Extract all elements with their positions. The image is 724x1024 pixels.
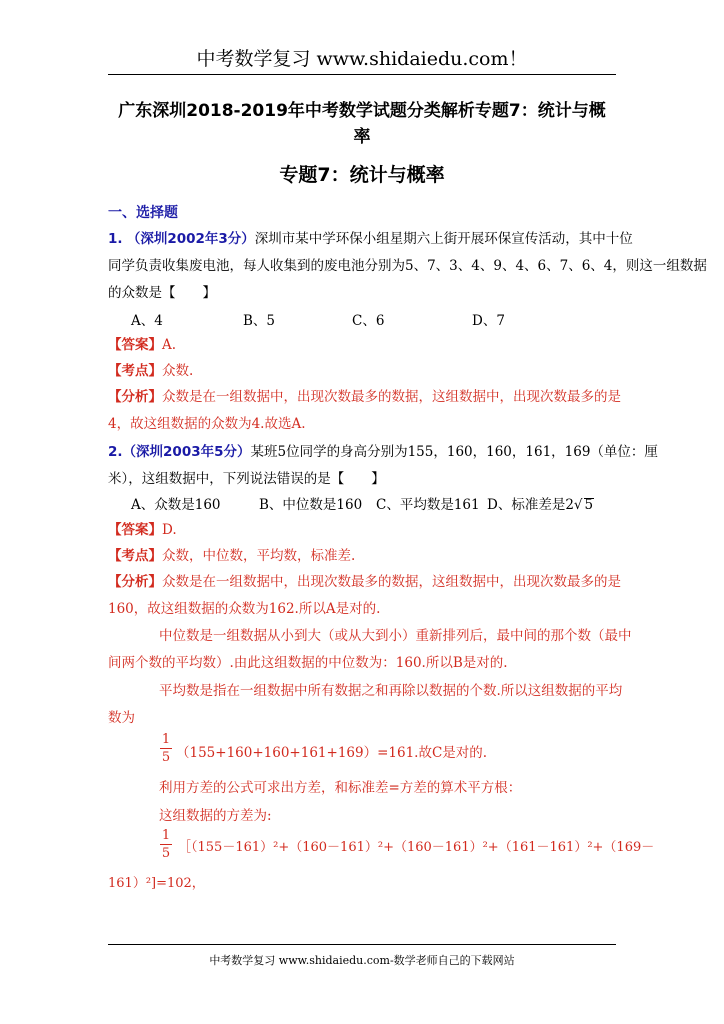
- q2-option-b: B、中位数是160: [259, 497, 363, 513]
- q2-answer: [108, 518, 177, 538]
- q1-number: 1.: [108, 231, 123, 247]
- document-title-continued: 率: [353, 127, 371, 147]
- q2-text2: 米），这组数据中，下列说法错误的是【 】: [108, 471, 385, 487]
- q1-analysis-text1: 众数是在一组数据中，出现次数最多的数据，这组数据中，出现次数最多的是: [162, 389, 621, 405]
- q1-analysis1: [108, 385, 621, 405]
- q1-option-b: B、5: [243, 313, 276, 329]
- q2-analysis-label: 【分析】: [108, 574, 162, 590]
- q1-option-c: C、6: [352, 313, 385, 329]
- q2-number: 2.: [108, 444, 123, 460]
- q2-option-d: [487, 493, 594, 513]
- q2-median2: 间两个数的平均数）.由此这组数据的中位数为：160.所以B是对的.: [108, 655, 508, 671]
- q1-option-d: D、7: [472, 313, 505, 329]
- q1-answer-label: 【答案】: [108, 337, 162, 353]
- sqrt-symbol-icon: √: [573, 497, 583, 513]
- variance-fraction-numerator: 1: [161, 828, 171, 843]
- site-header: 中考数学复习 www.shidaiedu.com！: [196, 48, 528, 70]
- q1-text2: 同学负责收集废电池，每人收集到的废电池分别为5、7、3、4、9、4、6、7、6、4，则这一组数据: [108, 258, 707, 274]
- q2-analysis2: 160，故这组数据的众数为162.所以A是对的.: [108, 601, 381, 617]
- q2-analysis1: [108, 570, 621, 590]
- q2-option-c: C、平均数是161: [376, 497, 480, 513]
- q2-answer-value: D.: [162, 522, 177, 538]
- q2-variance-intro: 利用方差的公式可求出方差，和标准差=方差的算术平方根：: [159, 780, 522, 796]
- q1-option-a: A、4: [131, 313, 163, 329]
- mean-fraction: [160, 732, 172, 765]
- header-rule: [108, 74, 616, 75]
- q2-answer-label: 【答案】: [108, 522, 162, 538]
- q2-mean2: 数为: [108, 710, 135, 726]
- q2-source: （深圳2003年5分）: [122, 444, 251, 460]
- q1-point: [108, 359, 193, 379]
- q1-line1: [108, 227, 633, 247]
- q2-median1: 中位数是一组数据从小到大（或从大到小）重新排列后，最中间的那个数（最中: [159, 628, 632, 644]
- section-heading: 一、选择题: [108, 205, 178, 221]
- q1-point-label: 【考点】: [108, 363, 162, 379]
- q2-option-d-text: D、标准差是2: [487, 497, 574, 513]
- q1-answer: [108, 333, 176, 353]
- mean-fraction-denominator: 5: [161, 750, 171, 765]
- q1-answer-value: A.: [162, 337, 177, 353]
- q2-mean1: 平均数是指在一组数据中所有数据之和再除以数据的个数.所以这组数据的平均: [159, 683, 623, 699]
- q1-point-value: 众数.: [162, 363, 194, 379]
- q2-mean-formula: （155+160+160+161+169）=161.故C是对的.: [176, 745, 488, 761]
- q2-analysis-text1: 众数是在一组数据中，出现次数最多的数据，这组数据中，出现次数最多的是: [162, 574, 621, 590]
- q2-line1: [108, 440, 658, 460]
- variance-fraction: [160, 828, 172, 861]
- q2-variance-end: 161）²]=102，: [108, 876, 205, 891]
- mean-fraction-numerator: 1: [161, 732, 171, 747]
- q1-text1: 深圳市某中学环保小组星期六上街开展环保宣传活动，其中十位: [254, 231, 633, 247]
- mean-fraction-bar: [160, 748, 172, 749]
- q2-point-value: 众数，中位数，平均数，标准差.: [162, 548, 356, 564]
- q1-text3: 的众数是【 】: [108, 285, 216, 301]
- q2-option-d-radicand: 5: [584, 497, 594, 513]
- site-footer: 中考数学复习 www.shidaiedu.com-数学老师自己的下载网站: [209, 954, 515, 967]
- variance-fraction-bar: [160, 844, 172, 845]
- variance-fraction-denominator: 5: [161, 846, 171, 861]
- q2-variance-label: 这组数据的方差为:: [159, 808, 272, 824]
- q2-option-a: A、众数是160: [131, 497, 221, 513]
- footer-rule: [108, 944, 616, 945]
- topic-subtitle: 专题7：统计与概率: [279, 164, 445, 186]
- q2-point-label: 【考点】: [108, 548, 162, 564]
- q1-analysis-label: 【分析】: [108, 389, 162, 405]
- q1-source: （深圳2002年3分）: [126, 231, 255, 247]
- document-title: 广东深圳2018-2019年中考数学试题分类解析专题7：统计与概: [118, 101, 606, 121]
- q2-text1: 某班5位同学的身高分别为155，160，160，161，169（单位：厘: [250, 444, 658, 460]
- q1-analysis2: 4，故这组数据的众数为4.故选A.: [108, 416, 306, 432]
- q2-point: [108, 544, 355, 564]
- q2-variance-formula: ［（155－161）²+（160－161）²+（160－161）²+（161－161）²+（169－: [178, 840, 655, 855]
